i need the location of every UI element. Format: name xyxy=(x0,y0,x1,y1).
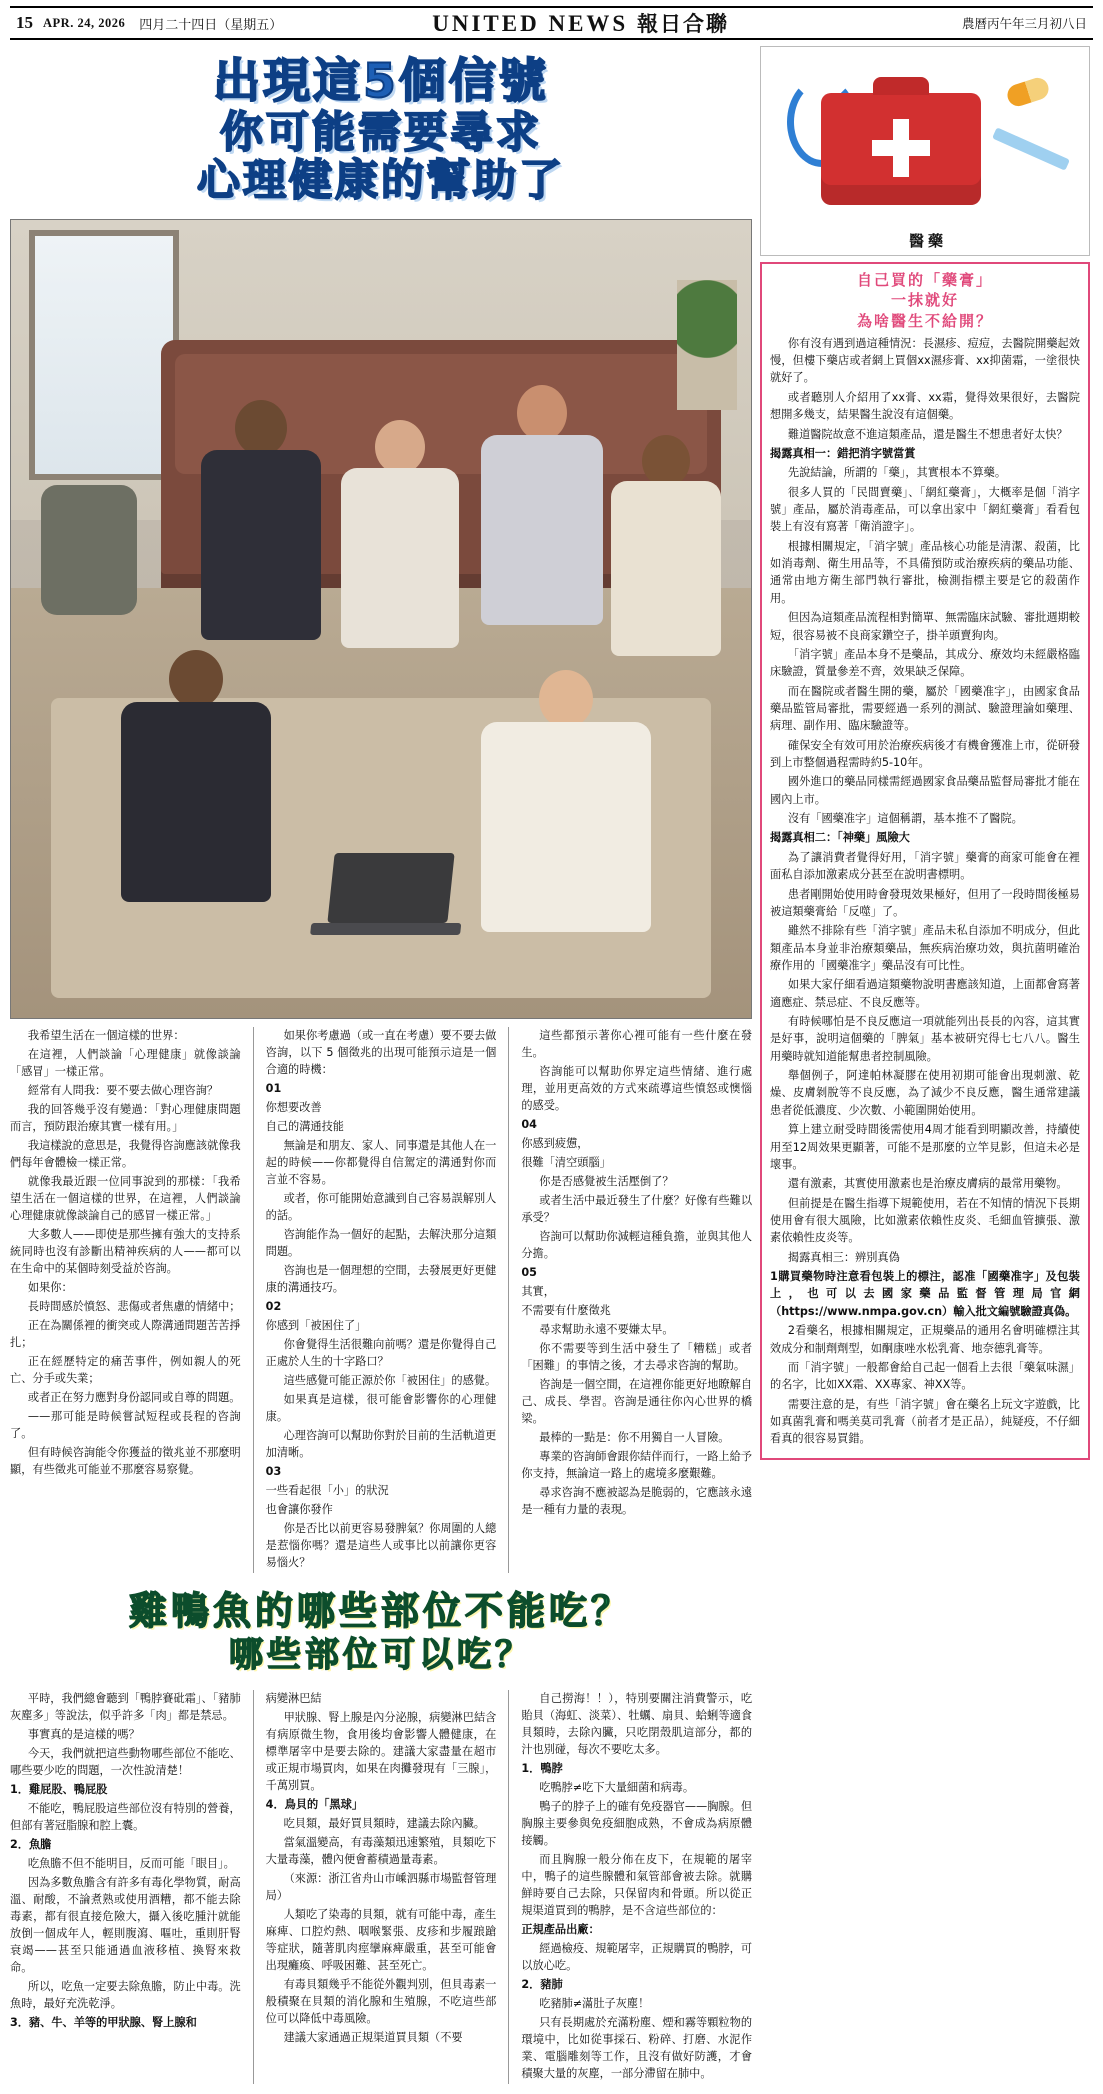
paragraph: 先說結論，所謂的「藥」，其實根本不算藥。 xyxy=(787,466,1007,480)
paragraph: 自己的溝通技能 xyxy=(265,1120,344,1134)
article1-column-1 xyxy=(10,1027,241,1573)
paragraph: 自己撈海！！），特別要關注消費警示，吃貽貝（海虹、淡菜）、牡蠣、扇貝、蛤蜊等適食貝類時，去除內臟，只吃閉殼肌這部分，都的汁也別碰，每次不要吃太多。 xyxy=(521,1691,753,1756)
paragraph: 你不需要等到生活中發生了「糟糕」或者「困難」的事情之後，才去尋求咨詢的幫助。 xyxy=(521,1342,753,1373)
paragraph: 你想要改善 xyxy=(265,1101,322,1114)
paragraph: 一些看起很「小」的狀況 xyxy=(265,1484,389,1498)
paragraph: 你會覺得生活很難向前嗎？還是你覺得自己正處於人生的十字路口？ xyxy=(265,1338,497,1369)
paragraph: 但有時候咨詢能令你獲益的徵兆並不那麼明顯，有些徵兆可能並不那麼容易察覺。 xyxy=(10,1446,241,1477)
article1-column-3 xyxy=(521,1027,752,1573)
paragraph: 或者生活中最近發生了什麼？好像有些難以承受？ xyxy=(521,1194,753,1225)
date-english: APR. 24, 2026 xyxy=(43,15,126,30)
pill-icon xyxy=(1005,75,1052,109)
section-number: 2．魚膽 xyxy=(10,1837,52,1851)
sidebar-title-line-3: 為啥醫生不給開？ xyxy=(856,311,993,330)
paragraph: 但前提是在醫生指導下規範使用，若在不知情的情況下長期使用會有很大風險，比如激素依賴性皮炎、毛細血管擴張、激素依賴性皮炎等。 xyxy=(770,1196,1080,1245)
paragraph: 尋求幫助永遠不要嫌太早。 xyxy=(539,1323,674,1337)
paragraph: 「消字號」產品本身不是藥品，其成分、療效均未經嚴格臨床驗證，質量參差不齊，效果缺乏保障。 xyxy=(770,647,1080,679)
paragraph: 甲狀腺、腎上腺是內分泌腺，病變淋巴結含有病原微生物，食用後均會影響人體健康，在標準屠宰中是要去除的。建議大家盡量在超市或正規市場買肉，如果在肉攤發現有「三腺」，千萬別買。 xyxy=(265,1710,497,1792)
photo-person-body xyxy=(201,450,321,640)
paragraph: ——那可能是時候嘗試短程或長程的咨詢了。 xyxy=(10,1410,241,1441)
paragraph: 咨詢可以幫助你減輕這種負擔，並與其他人分擔。 xyxy=(521,1230,753,1261)
paragraph: 我的回答幾乎沒有變過：「對心理健康問題而言，預防跟治療其實一樣有用。」 xyxy=(10,1103,241,1134)
paragraph: 很難「清空頭腦」 xyxy=(521,1156,611,1170)
headline-line-1: 出現這5個信號 xyxy=(213,54,549,109)
photo-person-3 xyxy=(481,385,603,625)
photo-person-head xyxy=(539,670,593,728)
photo-person-6 xyxy=(481,670,651,932)
paragraph: 你感到「被困住了」 xyxy=(265,1319,367,1333)
subheading: 1購買藥物時注意看包裝上的標注，認准「國藥准字」及包裝上，也可以去國家藥品監督管理局官網（https://www.nmpa.gov.cn）輸入批文編號驗證真偽。 xyxy=(770,1270,1080,1318)
paragraph: 你是否比以前更容易發脾氣？你周圍的人總是惹惱你嗎？還是這些人或事比以前讓你更容易惱火？ xyxy=(265,1522,497,1570)
paragraph: 國外進口的藥品同樣需經過國家食品藥品監督局審批才能在國內上市。 xyxy=(770,775,1080,806)
paragraph: 鴨子的脖子上的確有免疫器官——胸腺。但胸腺主要參與免疫細胞成熟，不會成為病原體接觸。 xyxy=(521,1799,753,1847)
lunar-date: 農曆丙午年三月初八日 xyxy=(961,16,1087,31)
paragraph: 長時間感於憤怒、悲傷或者焦慮的情緒中； xyxy=(27,1300,241,1314)
paragraph: 根據相關規定，「消字號」產品核心功能是清潔、殺菌，比如消毒劑、衛生用品等，不具備預防或治療疾病的藥品功能、通常由地方衛生部門執行審批，檢測指標主要是它的殺菌作用。 xyxy=(770,539,1080,605)
paragraph: 患者剛開始使用時會發現效果極好，但用了一段時間後極易被這類藥膏給「反噬」了。 xyxy=(770,887,1080,918)
section-number: 02 xyxy=(265,1300,282,1314)
secondary-headline-line-2: 哪些部位可以吃？ xyxy=(229,1635,533,1675)
paragraph: 很多人買的「民間賣藥」、「網紅藥膏」，大概率是個「消字號」產品，屬於消毒產品，可以拿出家中「網紅藥膏」看看包裝上有沒有寫著「衛消證字」。 xyxy=(770,485,1080,534)
medical-section-label: 醫藥 xyxy=(909,232,948,250)
photo-person-body xyxy=(611,481,721,656)
paragraph: 平時，我們總會聽到「鴨脖賽砒霜」、「豬肺灰塵多」等說法，似乎許多「肉」都是禁忌。 xyxy=(10,1691,241,1722)
paragraph: 揭露真相三：辨別真偽 xyxy=(787,1250,900,1264)
paragraph: 經過檢疫、規範屠宰，正規購買的鴨脖，可以放心吃。 xyxy=(521,1942,753,1973)
paragraph: 而且胸腺一般分佈在皮下，在規範的屠宰中，鴨子的這些腺體和氣管部會被去除。就購鮮時要自己去除，只保留肉和骨頭。所以從正規渠道買到的鴨脖，是不含這些部位的： xyxy=(521,1852,753,1917)
section-number: 04 xyxy=(521,1118,537,1132)
subheading: 揭露真相一：錯把消字號當賞 xyxy=(770,446,916,460)
section-number: 03 xyxy=(265,1465,282,1479)
syringe-icon xyxy=(992,127,1070,171)
photo-person-head xyxy=(517,385,567,441)
photo-person-5 xyxy=(121,650,271,902)
photo-person-head xyxy=(169,650,223,708)
paragraph: 經常有人問我：要不要去做心理咨詢？ xyxy=(27,1083,219,1097)
photo-person-body xyxy=(481,435,603,625)
paragraph: 如果真是這樣，很可能會影響你的心理健康。 xyxy=(265,1393,497,1424)
first-aid-kit-icon xyxy=(821,93,981,205)
paragraph: 如果你考慮過（或一直在考慮）要不要去做咨詢，以下 5 個徵兆的出現可能預示這是一個合適的時機： xyxy=(265,1028,497,1076)
medical-illustration xyxy=(760,46,1090,256)
masthead xyxy=(10,6,1093,40)
paragraph: 大多數人——即使是那些擁有強大的支持系統同時也沒有診斷出精神疾病的人——都可以在生命中的某個時刻受益於咨詢。 xyxy=(10,1228,241,1276)
paragraph: 難道醫院故意不進這類產品，還是醫生不想患者好太快？ xyxy=(787,427,1068,441)
secondary-headline-line-1: 雞鴨魚的哪些部位不能吃？ xyxy=(128,1589,633,1634)
sidebar-article-box xyxy=(760,262,1090,1460)
paragraph: 沒有「國藥准字」這個稱謂，基本推不了醫院。 xyxy=(787,812,1023,826)
paragraph: 而在醫院或者醫生開的藥，屬於「國藥准字」，由國家食品藥品監管局審批，需要經過一系列的測試、驗證理論如藥理、病理、副作用、臨床驗證等。 xyxy=(770,684,1080,733)
page-number: 15 xyxy=(16,13,33,32)
paragraph: 這些感覺可能正源於你「被困住」的感覺。 xyxy=(283,1374,497,1388)
paragraph: 有毒貝類幾乎不能從外觀判別，但貝毒素一般積聚在貝類的消化腺和生殖腺，不吃這些部位可以降低中毒風險。 xyxy=(265,1978,497,2026)
photo-person-4 xyxy=(611,435,721,656)
photo-person-body xyxy=(121,702,271,902)
main-column xyxy=(10,46,752,2084)
paragraph: 心理咨詢可以幫助你對於目前的生活軌道更加清晰。 xyxy=(265,1429,497,1460)
headline-line-2: 你可能需要尋求 xyxy=(220,107,542,158)
paragraph: 需要注意的是，有些「消字號」會在藥名上玩文字遊戲，比如真菌乳膏和嗎美莫司乳膏（前者才是正品），純疑疫，不仔細看真的很容易買錯。 xyxy=(770,1397,1080,1446)
paragraph: 還有激素，其實使用激素也是治療皮膚病的最常用藥物。 xyxy=(787,1177,1068,1191)
article1-columns xyxy=(10,1027,752,1573)
paragraph: 吃豬肺≠滿肚子灰塵！ xyxy=(539,1997,650,2011)
paragraph: 確保安全有效可用於治療疾病後才有機會獲准上市，從研發到上市整個過程需時約5-10年。 xyxy=(770,738,1080,770)
paragraph: 不需要有什麼徵兆 xyxy=(521,1304,611,1318)
paragraph: 或者正在努力應對身份認同或自尊的問題。 xyxy=(27,1391,241,1405)
paragraph: 因為多數魚膽含有許多有毒化學物質，耐高溫、耐酸，不論煮熟或使用酒糟，都不能去除毒素，都有很直接危險大，攝入後吃腫汁就能放倒一個成年人，輕則腹瀉、嘔吐，重則肝腎衰竭——甚至只能通過血液移植、換腎來救命。 xyxy=(10,1875,241,1975)
section-number: 4．鳥貝的「黑球」 xyxy=(265,1797,363,1811)
paragraph: 如果大家仔細看過這類藥物說明書應該知道，上面都會寫著適應症、禁忌症、不良反應等。 xyxy=(770,978,1080,1009)
paragraph: 咨詢能作為一個好的起點，去解決那分這類問題。 xyxy=(265,1228,497,1259)
date-chinese: 四月二十四日（星期五） xyxy=(139,17,283,33)
paragraph: 或者，你可能開始意識到自己容易誤解別人的話。 xyxy=(265,1192,497,1223)
photo-plant xyxy=(677,280,737,410)
page-body xyxy=(10,46,1093,2084)
paragraph: 不能吃，鴨屁股這些部位沒有特別的營養，但部有著冠脂腺和腔上囊。 xyxy=(10,1801,241,1832)
headline xyxy=(10,46,752,211)
photo-person-head xyxy=(375,420,425,474)
photo-person-body xyxy=(481,722,651,932)
headline-line-3: 心理健康的幫助了 xyxy=(197,155,565,206)
column-divider xyxy=(508,1690,509,2084)
article2-columns xyxy=(10,1690,752,2084)
article2-column-1 xyxy=(10,1690,241,2084)
paragraph: 你感到疲憊， xyxy=(521,1137,589,1151)
paragraph: 人類吃了染毒的貝類，就有可能中毒，產生麻痺、口腔灼熱、咽喉緊張、皮疹和步履踉蹌等症狀，隨著肌肉痙攣麻痺嚴重，甚至可能會出現癱瘓、呼吸困難、甚至死亡。 xyxy=(265,1907,497,1973)
paragraph: 算上建立耐受時間後需使用4周才能看到明顯改善，持續使用至12周效果更顯著，可能不是那麼的立竿見影，但這未必是壞事。 xyxy=(770,1123,1080,1171)
paragraph: 我希望生活在一個這樣的世界： xyxy=(27,1028,185,1042)
section-number: 1．雞屁股、鴨屁股 xyxy=(10,1782,108,1796)
paragraph: 尋求咨詢不應被認為是脆弱的，它應該永遠是一種有力量的表現。 xyxy=(521,1486,753,1517)
sidebar-title xyxy=(770,270,1080,331)
sidebar-column xyxy=(760,46,1090,2084)
photo-person-1 xyxy=(201,400,321,640)
cross-icon xyxy=(872,140,930,156)
paragraph: 雖然不排除有些「消字號」產品未私自添加不明成分，但此類產品本身並非治療類藥品，無疾病治療功效，與抗菌明確治療作用的「國藥准字」藥品沒有可比性。 xyxy=(770,924,1080,972)
column-divider xyxy=(253,1690,254,2084)
photo-window xyxy=(29,230,179,480)
sidebar-title-line-2: 一抹就好 xyxy=(890,291,959,310)
paragraph: 2看藥名，根據相關規定，正規藥品的通用名會明確標注其效成分和制劑劑型，如酮康唑水松乳膏、地奈德乳膏等。 xyxy=(770,1324,1080,1355)
paragraph: 咨詢也是一個理想的空間，去發展更好更健康的溝通技巧。 xyxy=(265,1264,497,1295)
paragraph: 有時候哪怕是不良反應這一項就能列出長長的內容，這其實是好事，說明這個藥的「脾氣」基本被研究得七七八八。醫生用藥時就知道能幫患者控制風險。 xyxy=(770,1015,1080,1063)
paragraph: 如果你： xyxy=(27,1281,73,1295)
secondary-headline xyxy=(10,1573,752,1681)
section-number: 2．豬肺 xyxy=(521,1978,563,1992)
paragraph: 你有沒有遇到過這種情況：長濕疹、痘痘，去醫院開藥起效慢，但樓下藥店或者網上買個xx濕疹膏、xx抑菌霜，一塗很快就好了。 xyxy=(770,336,1080,385)
paragraph: 正在經歷特定的痛苦事件，例如親人的死亡、分手或失業； xyxy=(10,1355,241,1386)
paragraph: 專業的咨詢師會跟你結伴而行，一路上給予你支持，無論這一路上的處境多麼艱難。 xyxy=(521,1450,753,1481)
sidebar-title-line-1: 自己買的「藥膏」 xyxy=(856,271,993,289)
section-number: 3．豬、牛、羊等的甲狀腺、腎上腺和 xyxy=(10,2016,197,2030)
paragraph: 當氣溫變高，有毒藻類迅速繁殖，貝類吃下大量毒藻，體內便會蓄積過量毒素。 xyxy=(265,1835,497,1866)
paragraph: 也會讓你發作 xyxy=(265,1503,333,1517)
photo-person-head xyxy=(642,435,690,487)
paragraph: 病變淋巴結 xyxy=(265,1691,322,1705)
column-divider xyxy=(253,1027,254,1573)
paragraph: 咨詢能可以幫助你界定這些情緒、進行處理，並用更高效的方式來疏導這些憤怒或懊惱的感受。 xyxy=(521,1064,753,1112)
article1-column-2 xyxy=(266,1027,497,1573)
paragraph: 為了讓消費者覺得好用，「消字號」藥膏的商家可能會在裡面私自添加激素成分甚至在說明書標明。 xyxy=(770,850,1080,882)
section-number: 1．鴨脖 xyxy=(521,1761,563,1775)
paragraph: 正在為關係裡的衝突或人際溝通問題苦苦掙扎； xyxy=(10,1319,241,1350)
paragraph: 我這樣說的意思是，我覺得咨詢應該就像我們每年會體檢一樣正常。 xyxy=(10,1139,241,1170)
photo-person-body xyxy=(341,468,459,648)
article2-column-2 xyxy=(266,1690,497,2084)
article-photo xyxy=(10,219,752,1019)
paragraph: 你是否感覺被生活壓倒了？ xyxy=(539,1175,674,1189)
column-divider xyxy=(508,1027,509,1573)
paragraph: 這些都預示著你心裡可能有一些什麼在發生。 xyxy=(521,1028,753,1059)
photo-laptop xyxy=(327,853,454,923)
newspaper-title-cn: 報日合聯 xyxy=(636,12,729,36)
paragraph: 但因為這類產品流程相對簡單、無需臨床試驗、審批週期較短，很容易被不良商家鑽空子，掛羊頭賣狗肉。 xyxy=(770,611,1080,642)
newspaper-title-en: UNITED NEWS xyxy=(432,11,629,36)
paragraph: 事實真的是這樣的嗎？ xyxy=(27,1727,140,1741)
paragraph: 只有長期處於充滿粉塵、煙和霧等顆粒物的環境中，比如從事採石、粉碎、打磨、水泥作業、電腦雕刻等工作，且沒有做好防護，才會積聚大量的灰塵，一部分滯留在肺中。 xyxy=(521,2016,753,2081)
paragraph: 所以，吃魚一定要去除魚膽，防止中毒。洗魚時，最好充洗乾淨。 xyxy=(10,1980,241,2011)
paragraph: 吃鴨脖≠吃下大量細菌和病毒。 xyxy=(539,1780,695,1794)
paragraph: 今天，我們就把這些動物哪些部位不能吃、哪些要少吃的問題，一次性說清楚！ xyxy=(10,1746,241,1777)
subheading: 揭露真相二：「神藥」風險大 xyxy=(770,831,910,845)
section-number: 01 xyxy=(265,1081,282,1095)
source-note: （來源：浙江省舟山市嵊泗縣市場監督管理局） xyxy=(265,1871,497,1902)
photo-person-2 xyxy=(341,420,459,648)
paragraph: 舉個例子，阿達帕林凝膠在使用初期可能會出現刺激、乾燥、皮膚剝脫等不良反應，為了減少不良反應，醫生通常建議患者從低濃度、少次數、小範圍開始使用。 xyxy=(770,1069,1080,1117)
sidebar-body xyxy=(770,335,1080,1448)
paragraph: 其實， xyxy=(521,1285,555,1299)
paragraph: 吃魚膽不但不能明目，反而可能「眼目」。 xyxy=(27,1856,235,1870)
subsection-label: 正規產品出廠： xyxy=(521,1923,600,1936)
paragraph: 咨詢是一個空間，在這裡你能更好地瞭解自己、成長、學習。咨詢是通往你內心世界的橋梁。 xyxy=(521,1378,753,1426)
photo-person-head xyxy=(235,400,287,456)
paragraph: 而「消字號」一般都會給自己起一個看上去很「藥氣味濕」的名字，比如XX霜、XX專家、神XX等。 xyxy=(770,1360,1080,1392)
paragraph: 或者聽別人介紹用了xx膏、xx霜，覺得效果很好，去醫院想開多幾支，結果醫生說沒有這個藥。 xyxy=(770,390,1080,422)
newspaper-title xyxy=(298,8,863,38)
section-number: 05 xyxy=(521,1266,537,1280)
paragraph: 吃貝類，最好買貝類時，建議去除內臟。 xyxy=(283,1816,485,1830)
paragraph: 就像我最近跟一位同事說到的那樣：「我希望生活在一個這樣的世界，在這裡，人們談論心理健康就像談論自己的感冒一樣正常。」 xyxy=(10,1175,241,1223)
photo-backpack xyxy=(41,485,137,615)
article2-column-3 xyxy=(521,1690,752,2084)
paragraph: 在這裡，人們談論「心理健康」就像談論「感冒」一樣正常。 xyxy=(10,1047,241,1078)
paragraph: 最棒的一點是：你不用獨自一人冒險。 xyxy=(539,1431,730,1445)
paragraph: 建議大家通過正規渠道買貝類（不要 xyxy=(283,2031,463,2045)
paragraph: 無論是和朋友、家人、同事還是其他人在一起的時候——你都覺得自信駕定的溝通對你而言並不容易。 xyxy=(265,1139,497,1187)
